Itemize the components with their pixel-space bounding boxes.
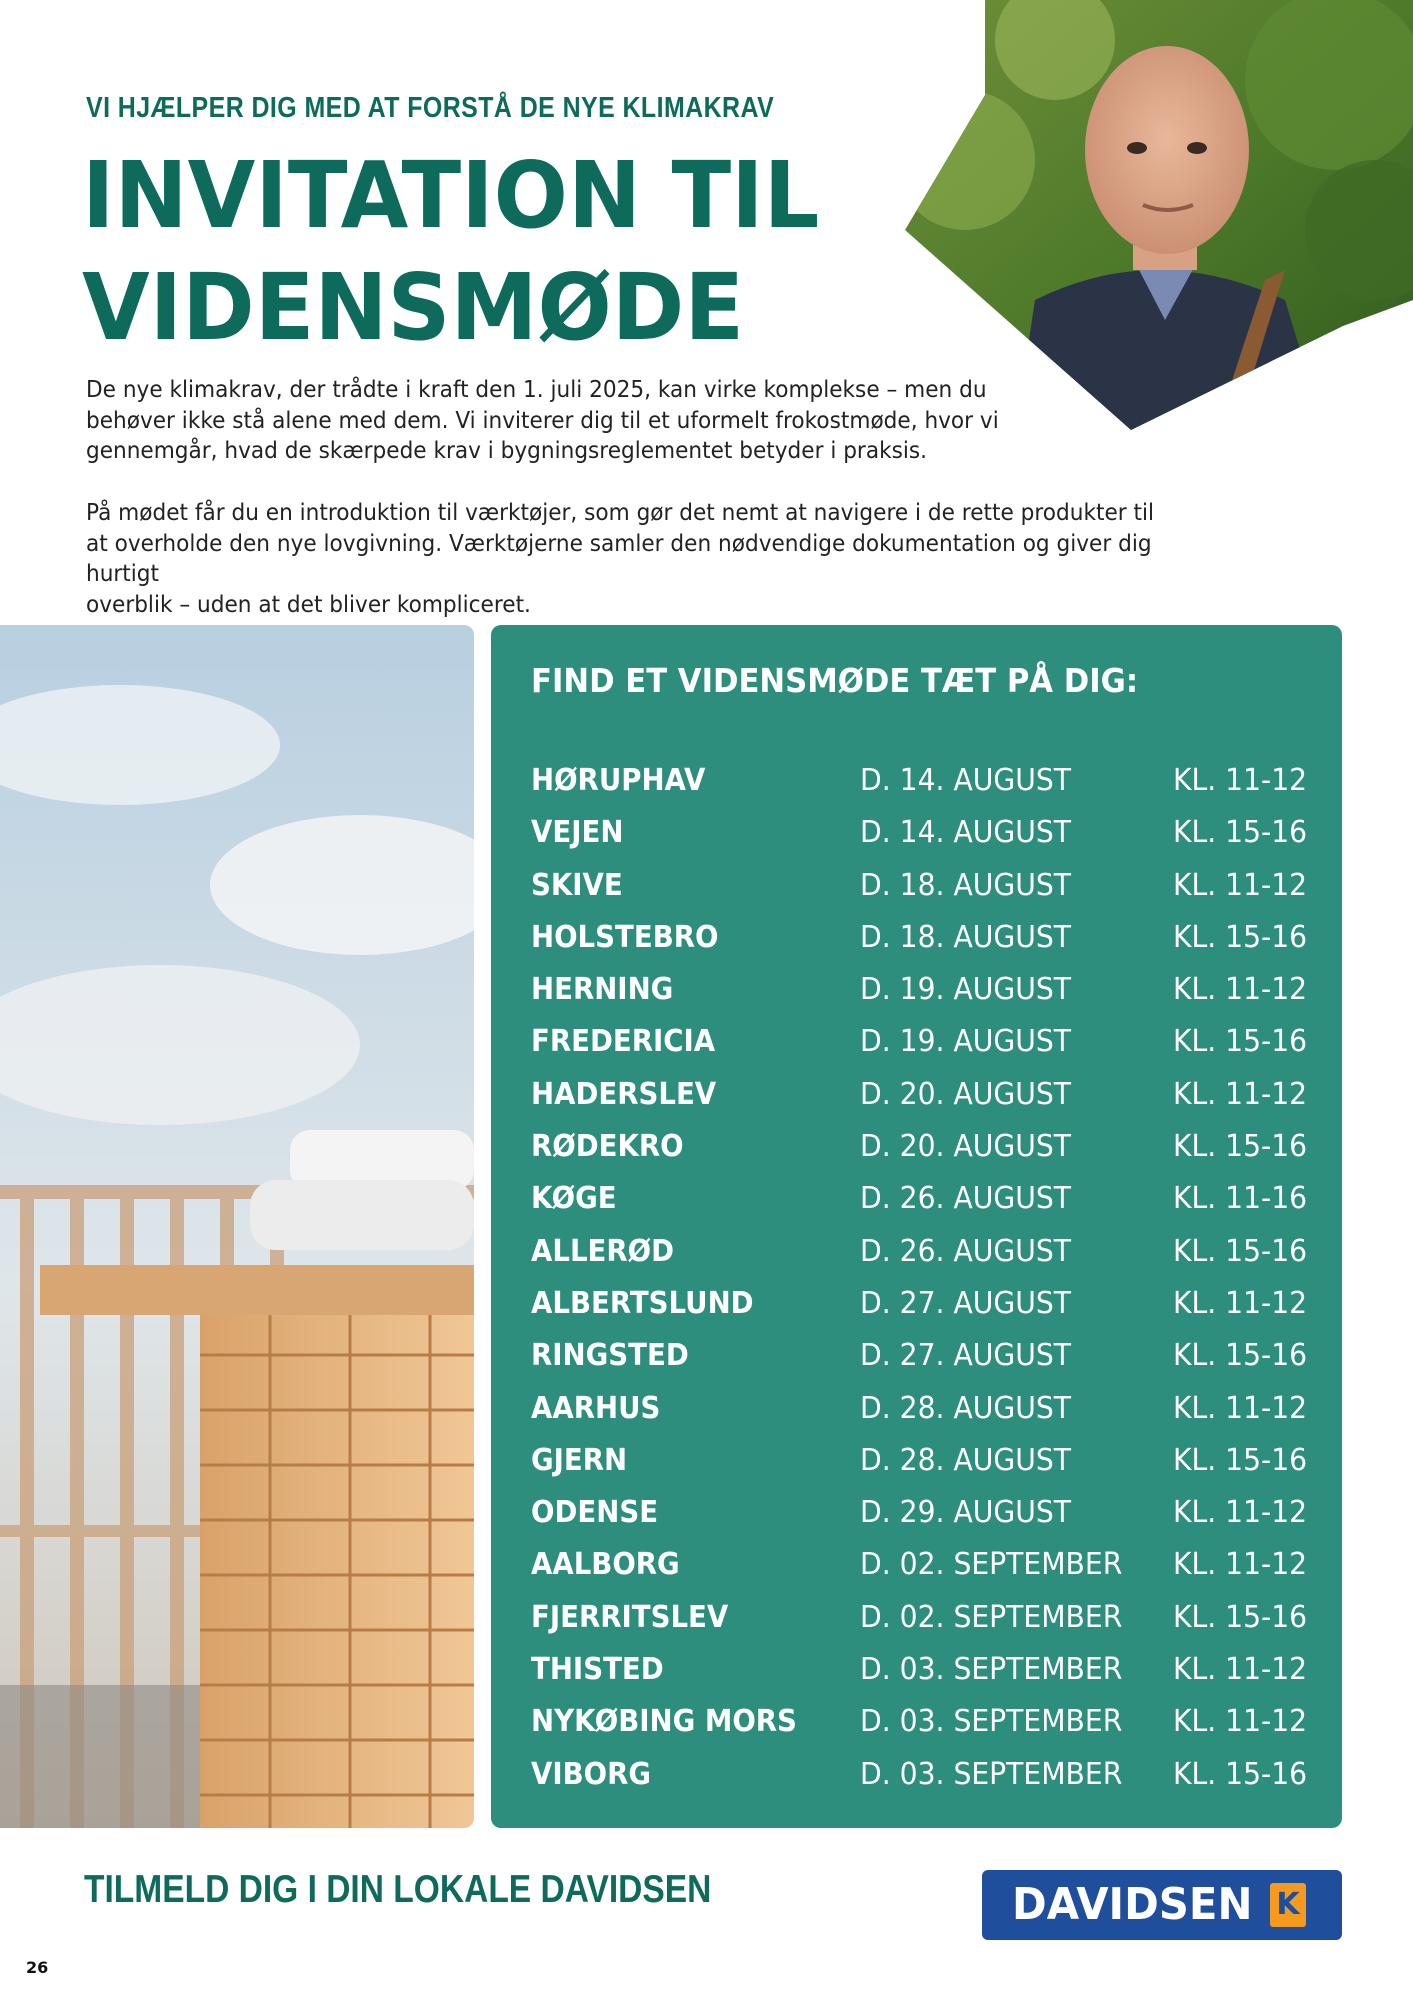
schedule-city: HØRUPHAV — [531, 763, 706, 798]
schedule-city: FREDERICIA — [531, 1024, 716, 1060]
schedule-row — [491, 1493, 1342, 1545]
schedule-city: ALBERTSLUND — [531, 1285, 754, 1321]
davidsen-logo — [982, 1870, 1342, 1940]
title-line-1: INVITATION TIL — [82, 142, 820, 249]
schedule-row — [491, 1389, 1342, 1441]
schedule-city: VEJEN — [531, 815, 624, 851]
schedule-row — [491, 1441, 1342, 1493]
schedule-date: D. 29. AUGUST — [860, 1495, 1072, 1531]
schedule-time: KL. 11-12 — [1173, 1285, 1308, 1321]
schedule-city: RINGSTED — [531, 1338, 689, 1374]
schedule-date: D. 19. AUGUST — [860, 972, 1072, 1008]
schedule-city: VIBORG — [531, 1756, 652, 1792]
schedule-row — [491, 813, 1342, 865]
schedule-date: D. 18. AUGUST — [860, 919, 1072, 955]
schedule-time: KL. 11-16 — [1173, 1181, 1308, 1217]
schedule-row — [491, 1545, 1342, 1597]
schedule-time: KL. 11-12 — [1173, 1704, 1308, 1740]
schedule-time: KL. 11-12 — [1173, 1495, 1308, 1531]
brand-name: DAVIDSEN — [1012, 1879, 1253, 1930]
schedule-city: RØDEKRO — [531, 1129, 684, 1165]
schedule-time: KL. 11-12 — [1173, 867, 1308, 903]
schedule-row — [491, 1179, 1342, 1231]
schedule-date: D. 28. AUGUST — [860, 1442, 1072, 1478]
schedule-row — [491, 970, 1342, 1022]
intro-paragraph-2: På mødet får du en introduktion til værktøjer, som gør det nemt at navigere i de rette produkter til at overholde den nye lovgivning. Værktøjerne samler den nødvendige dokumentation og giver dig hurtigt overblik – uden at det bliver kompliceret. — [86, 500, 1155, 618]
lumber-photo — [0, 625, 474, 1828]
kicker: VI HJÆLPER DIG MED AT FORSTÅ DE NYE KLIMAKRAV — [86, 92, 775, 124]
schedule-row — [491, 1755, 1342, 1807]
schedule-time: KL. 15-16 — [1173, 1442, 1308, 1478]
schedule-row — [491, 1702, 1342, 1754]
schedule-row — [491, 1075, 1342, 1127]
schedule-city: HERNING — [531, 972, 674, 1008]
schedule-city: THISTED — [531, 1652, 664, 1688]
schedule-city: AALBORG — [531, 1547, 680, 1583]
schedule-date: D. 14. AUGUST — [860, 815, 1072, 851]
schedule-date: D. 26. AUGUST — [860, 1233, 1072, 1269]
schedule-date: D. 14. AUGUST — [860, 763, 1072, 798]
schedule-heading: FIND ET VIDENSMØDE TÆT PÅ DIG: — [531, 661, 1139, 700]
title-line-2: VIDENSMØDE — [82, 254, 745, 361]
schedule-date: D. 03. SEPTEMBER — [860, 1756, 1123, 1792]
schedule-city: SKIVE — [531, 867, 623, 903]
schedule-date: D. 26. AUGUST — [860, 1181, 1072, 1217]
intro-paragraph-1: De nye klimakrav, der trådte i kraft den 1. juli 2025, kan virke komplekse – men du behøver ikke stå alene med dem. Vi inviterer dig til et uformelt frokostmøde, hvor vi gennemgår, hvad de skærpede krav i bygningsreglementet betyder i praksis. — [86, 377, 999, 464]
schedule-city: AARHUS — [531, 1390, 661, 1426]
schedule-time: KL. 11-12 — [1173, 763, 1308, 798]
schedule-row — [491, 1127, 1342, 1179]
schedule-date: D. 27. AUGUST — [860, 1285, 1072, 1321]
schedule-city: ALLERØD — [531, 1233, 675, 1269]
schedule-time: KL. 11-12 — [1173, 1652, 1308, 1688]
schedule-row — [491, 1336, 1342, 1388]
brand-mark-icon — [1270, 1883, 1306, 1927]
schedule-panel — [491, 625, 1342, 1828]
schedule-row — [491, 1232, 1342, 1284]
schedule-city: KØGE — [531, 1181, 617, 1217]
schedule-date: D. 28. AUGUST — [860, 1390, 1072, 1426]
schedule-city: GJERN — [531, 1442, 628, 1478]
schedule-date: D. 20. AUGUST — [860, 1076, 1072, 1112]
schedule-date: D. 27. AUGUST — [860, 1338, 1072, 1374]
schedule-date: D. 02. SEPTEMBER — [860, 1599, 1123, 1635]
schedule-row — [491, 1022, 1342, 1074]
schedule-city: HOLSTEBRO — [531, 919, 719, 955]
schedule-date: D. 02. SEPTEMBER — [860, 1547, 1123, 1583]
schedule-time: KL. 15-16 — [1173, 1599, 1308, 1635]
brand-mark-letter: K — [1276, 1887, 1300, 1922]
schedule-city: ODENSE — [531, 1495, 659, 1531]
schedule-time: KL. 15-16 — [1173, 1756, 1308, 1792]
schedule-time: KL. 15-16 — [1173, 1338, 1308, 1374]
schedule-row — [491, 866, 1342, 918]
schedule-row — [491, 1650, 1342, 1702]
schedule-time: KL. 15-16 — [1173, 1024, 1308, 1060]
schedule-time: KL. 15-16 — [1173, 1129, 1308, 1165]
schedule-city: HADERSLEV — [531, 1076, 717, 1112]
schedule-city: FJERRITSLEV — [531, 1599, 729, 1635]
schedule-row — [491, 918, 1342, 970]
schedule-time: KL. 15-16 — [1173, 815, 1308, 851]
schedule-date: D. 18. AUGUST — [860, 867, 1072, 903]
schedule-time: KL. 11-12 — [1173, 972, 1308, 1008]
schedule-time: KL. 15-16 — [1173, 1233, 1308, 1269]
schedule-row — [491, 1284, 1342, 1336]
schedule-date: D. 20. AUGUST — [860, 1129, 1072, 1165]
portrait-photo — [905, 0, 1413, 432]
schedule-date: D. 03. SEPTEMBER — [860, 1704, 1123, 1740]
schedule-list — [491, 761, 1342, 1807]
schedule-date: D. 19. AUGUST — [860, 1024, 1072, 1060]
schedule-time: KL. 15-16 — [1173, 919, 1308, 955]
signup-cta: TILMELD DIG I DIN LOKALE DAVIDSEN — [84, 1868, 712, 1911]
schedule-date: D. 03. SEPTEMBER — [860, 1652, 1123, 1688]
schedule-time: KL. 11-12 — [1173, 1076, 1308, 1112]
page-number: 26 — [26, 1958, 49, 1977]
schedule-row — [491, 761, 1342, 813]
schedule-city: NYKØBING MORS — [531, 1704, 797, 1740]
schedule-time: KL. 11-12 — [1173, 1390, 1308, 1426]
schedule-time: KL. 11-12 — [1173, 1547, 1308, 1583]
page-title — [82, 140, 819, 364]
schedule-row — [491, 1598, 1342, 1650]
